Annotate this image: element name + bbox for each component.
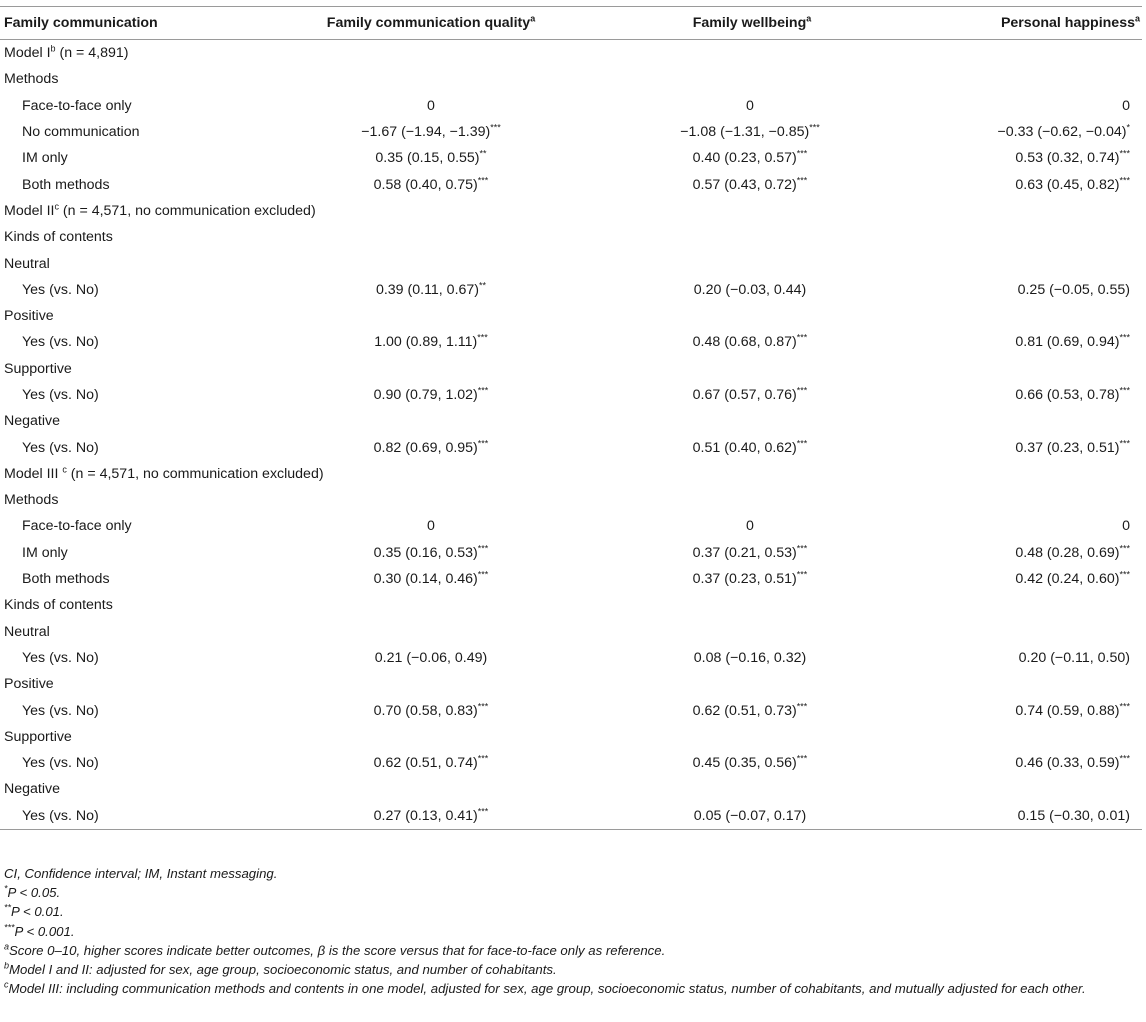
estimate-value: 0 <box>1122 97 1130 114</box>
group-heading: Kinds of contents <box>4 229 113 246</box>
cell-communication-quality <box>278 119 584 145</box>
cell-family-wellbeing <box>584 277 920 303</box>
estimate-value: 0.90 (0.79, 1.02) <box>373 387 478 403</box>
table-row <box>0 750 1142 776</box>
header-row <box>0 7 1142 40</box>
significance-mark: *** <box>1119 385 1130 396</box>
estimate-value: 0.35 (0.16, 0.53) <box>373 544 478 561</box>
table-row <box>0 93 1142 119</box>
significance-mark: *** <box>796 174 808 185</box>
cell-family-wellbeing <box>584 382 920 408</box>
estimate-value: 0.51 (0.40, 0.62) <box>692 439 797 456</box>
significance-mark: *** <box>477 332 488 343</box>
row-label: Both methods <box>22 571 110 588</box>
row-label: Face-to-face only <box>22 97 132 114</box>
footnote <box>4 960 1140 979</box>
group-heading-row <box>0 487 1142 513</box>
cell-personal-happiness <box>920 434 1142 460</box>
footnote <box>4 864 1140 883</box>
group-heading-row <box>0 619 1142 645</box>
estimate-value: 0.21 (−0.06, 0.49) <box>374 649 488 666</box>
group-heading: Positive <box>4 676 54 693</box>
estimate-value: 0.46 (0.33, 0.59) <box>1015 755 1120 772</box>
row-label: Both methods <box>22 176 110 193</box>
row-label: IM only <box>22 544 68 561</box>
group-heading-row <box>0 66 1142 92</box>
estimate-value: −1.08 (−1.31, −0.85) <box>680 124 810 141</box>
group-heading: Kinds of contents <box>4 597 113 614</box>
estimate-value: 0.37 (0.23, 0.51) <box>1015 439 1120 456</box>
table-row <box>0 145 1142 171</box>
cell-communication-quality <box>278 566 584 592</box>
table-body <box>0 40 1142 830</box>
estimate-value: 0 <box>427 97 435 114</box>
cell-personal-happiness <box>920 697 1142 723</box>
significance-mark: *** <box>809 122 820 133</box>
group-heading: Positive <box>4 308 54 325</box>
footnote-text: Model I and II: adjusted for sex, age group, socioeconomic status, and number of cohabitants. <box>9 962 557 978</box>
estimate-value: 0 <box>1122 518 1130 535</box>
footnote-text: CI, Confidence interval; IM, Instant messaging. <box>4 866 278 881</box>
estimate-value: 0.62 (0.51, 0.73) <box>692 702 797 719</box>
model-heading <box>0 198 1142 224</box>
cell-personal-happiness <box>920 513 1142 539</box>
model-footnote-mark: c <box>62 464 67 475</box>
table-row <box>0 434 1142 460</box>
table-row <box>0 382 1142 408</box>
table-row <box>0 329 1142 355</box>
significance-mark: *** <box>477 753 489 764</box>
table-footnotes <box>4 864 1140 998</box>
significance-mark: *** <box>1119 437 1130 448</box>
cell-communication-quality <box>278 434 584 460</box>
model-heading-row <box>0 40 1142 67</box>
significance-mark: *** <box>796 148 808 159</box>
row-label: No communication <box>22 124 140 141</box>
group-heading-row <box>0 250 1142 276</box>
estimate-value: 0.27 (0.13, 0.41) <box>373 807 478 824</box>
estimate-value: 1.00 (0.89, 1.11) <box>374 334 478 351</box>
significance-mark: *** <box>490 122 501 133</box>
model-heading <box>0 461 1142 487</box>
estimate-value: 0.67 (0.57, 0.76) <box>692 387 797 403</box>
results-table <box>0 6 1142 830</box>
model-sample: (n = 4,571, no communication excluded) <box>58 202 316 219</box>
cell-personal-happiness <box>920 329 1142 355</box>
cell-communication-quality <box>278 145 584 171</box>
cell-personal-happiness <box>920 119 1142 145</box>
group-heading: Methods <box>4 71 59 88</box>
estimate-value: 0.70 (0.58, 0.83) <box>373 702 478 719</box>
estimate-value: 0.58 (0.40, 0.75) <box>373 176 478 193</box>
model-sample: (n = 4,571, no communication excluded) <box>66 465 324 482</box>
cell-communication-quality <box>278 645 584 671</box>
table-row <box>0 540 1142 566</box>
cell-personal-happiness <box>920 382 1142 408</box>
cell-communication-quality <box>278 382 584 408</box>
significance-mark: *** <box>796 385 808 396</box>
estimate-value: 0.63 (0.45, 0.82) <box>1015 176 1120 193</box>
model-label: Model III <box>4 465 63 482</box>
significance-mark: *** <box>796 753 808 764</box>
cell-communication-quality <box>278 277 584 303</box>
footnote-text: P < 0.001. <box>14 923 75 939</box>
estimate-value: 0 <box>746 97 754 114</box>
cell-family-wellbeing <box>584 513 920 539</box>
cell-communication-quality <box>278 93 584 119</box>
cell-communication-quality <box>278 803 584 830</box>
footnote <box>4 883 1140 902</box>
table-row <box>0 645 1142 671</box>
model-footnote-mark: b <box>50 43 56 54</box>
cell-family-wellbeing <box>584 566 920 592</box>
estimate-value: 0.66 (0.53, 0.78) <box>1015 387 1120 403</box>
table-row <box>0 697 1142 723</box>
header-family-wellbeing: Family wellbeing$^a$ <box>584 7 920 40</box>
group-heading: Negative <box>4 781 60 798</box>
cell-family-wellbeing <box>584 697 920 723</box>
estimate-value: 0.05 (−0.07, 0.17) <box>693 807 807 824</box>
cell-communication-quality <box>278 750 584 776</box>
group-heading-row <box>0 303 1142 329</box>
estimate-value: 0.15 (−0.30, 0.01) <box>1017 807 1130 824</box>
significance-mark: *** <box>796 332 808 343</box>
significance-mark: *** <box>477 174 489 185</box>
group-heading-row <box>0 356 1142 382</box>
significance-mark: *** <box>1119 543 1130 554</box>
estimate-value: 0.48 (0.28, 0.69) <box>1015 544 1120 561</box>
significance-mark: *** <box>477 437 489 448</box>
table-row <box>0 119 1142 145</box>
estimate-value: 0.40 (0.23, 0.57) <box>692 150 797 167</box>
cell-family-wellbeing <box>584 119 920 145</box>
estimate-value: 0.37 (0.21, 0.53) <box>692 544 797 561</box>
cell-family-wellbeing <box>584 329 920 355</box>
estimate-value: 0.08 (−0.16, 0.32) <box>693 649 807 666</box>
significance-mark: *** <box>477 385 489 396</box>
cell-communication-quality <box>278 697 584 723</box>
table-row <box>0 513 1142 539</box>
cell-personal-happiness <box>920 540 1142 566</box>
row-label: Face-to-face only <box>22 518 132 535</box>
cell-personal-happiness <box>920 803 1142 830</box>
header-personal-happiness: Personal happiness$^a$ <box>920 7 1142 40</box>
header-family-communication: Family communication <box>0 7 278 40</box>
group-heading: Supportive <box>4 728 72 745</box>
cell-personal-happiness <box>920 277 1142 303</box>
estimate-value: 0.42 (0.24, 0.60) <box>1015 571 1120 588</box>
footnote-mark: c <box>4 979 9 990</box>
significance-mark: *** <box>477 806 489 817</box>
cell-communication-quality <box>278 513 584 539</box>
significance-mark: *** <box>477 569 489 580</box>
cell-family-wellbeing <box>584 540 920 566</box>
significance-mark: *** <box>796 700 808 711</box>
significance-mark: *** <box>796 543 808 554</box>
group-heading-row <box>0 224 1142 250</box>
model-heading <box>0 40 1142 67</box>
cell-communication-quality <box>278 329 584 355</box>
cell-family-wellbeing <box>584 645 920 671</box>
estimate-value: 0.74 (0.59, 0.88) <box>1015 702 1120 719</box>
model-heading-row <box>0 198 1142 224</box>
footnote-text: P < 0.05. <box>7 885 61 901</box>
estimate-value: −0.33 (−0.62, −0.04) <box>997 124 1127 141</box>
significance-mark: *** <box>477 543 489 554</box>
model-footnote-mark: c <box>54 201 59 212</box>
table-row <box>0 803 1142 830</box>
table-row <box>0 277 1142 303</box>
header-communication-quality: Family communication quality$^a$ <box>278 7 584 40</box>
significance-mark: ** <box>479 280 487 291</box>
footnote-mark: b <box>4 960 10 971</box>
row-label: Yes (vs. No) <box>22 281 99 298</box>
estimate-value: 0.35 (0.15, 0.55) <box>375 150 480 167</box>
cell-personal-happiness <box>920 171 1142 197</box>
cell-communication-quality <box>278 171 584 197</box>
group-heading-row <box>0 592 1142 618</box>
cell-family-wellbeing <box>584 750 920 776</box>
footnote-mark: ** <box>4 903 12 914</box>
estimate-value: 0.45 (0.35, 0.56) <box>692 755 797 772</box>
cell-personal-happiness <box>920 145 1142 171</box>
cell-family-wellbeing <box>584 434 920 460</box>
row-label: Yes (vs. No) <box>22 755 99 772</box>
significance-mark: *** <box>1119 753 1130 764</box>
estimate-value: 0.25 (−0.05, 0.55) <box>1017 281 1130 298</box>
estimate-value: 0.48 (0.68, 0.87) <box>692 334 797 351</box>
significance-mark: *** <box>1119 174 1130 185</box>
row-label: Yes (vs. No) <box>22 334 99 351</box>
group-heading-row <box>0 724 1142 750</box>
footnote-mark: a <box>4 941 10 952</box>
group-heading-row <box>0 776 1142 802</box>
estimate-value: 0.62 (0.51, 0.74) <box>373 755 478 772</box>
group-heading: Negative <box>4 413 60 430</box>
group-heading: Methods <box>4 492 59 509</box>
footnote <box>4 979 1140 998</box>
significance-mark: *** <box>796 437 808 448</box>
significance-mark: *** <box>1119 148 1130 159</box>
footnote <box>4 941 1140 960</box>
row-label: Yes (vs. No) <box>22 387 99 403</box>
significance-mark: *** <box>477 700 489 711</box>
model-label: Model I <box>4 45 51 62</box>
significance-mark: *** <box>1119 569 1130 580</box>
estimate-value: 0.20 (−0.11, 0.50) <box>1018 649 1130 666</box>
group-heading-row <box>0 408 1142 434</box>
table-row <box>0 566 1142 592</box>
cell-personal-happiness <box>920 566 1142 592</box>
cell-family-wellbeing <box>584 171 920 197</box>
estimate-value: 0.53 (0.32, 0.74) <box>1015 150 1120 167</box>
estimate-value: 0.37 (0.23, 0.51) <box>692 571 797 588</box>
footnote-text: Model III: including communication methods and contents in one model, adjusted for sex, age group, socioeconomic status, number of cohabitants, and mutually adjusted for each other. <box>8 981 1086 997</box>
significance-mark: * <box>1126 122 1130 133</box>
group-heading: Supportive <box>4 360 72 377</box>
footnote-mark: * <box>4 883 8 894</box>
significance-mark: *** <box>1119 700 1130 711</box>
model-heading-row <box>0 461 1142 487</box>
row-label: Yes (vs. No) <box>22 439 99 456</box>
row-label: Yes (vs. No) <box>22 649 99 666</box>
footnote-text: Score 0–10, higher scores indicate better outcomes, β is the score versus that for face-to-face only as reference. <box>9 942 666 958</box>
estimate-value: 0 <box>746 518 754 535</box>
row-label: IM only <box>22 150 68 167</box>
estimate-value: 0 <box>427 518 435 535</box>
estimate-value: −1.67 (−1.94, −1.39) <box>361 124 491 141</box>
footnote-mark: *** <box>4 922 15 933</box>
cell-personal-happiness <box>920 750 1142 776</box>
footnote-text: P < 0.01. <box>11 904 64 920</box>
cell-family-wellbeing <box>584 145 920 171</box>
model-label: Model II <box>4 202 55 219</box>
group-heading: Neutral <box>4 623 50 640</box>
estimate-value: 0.57 (0.43, 0.72) <box>692 176 797 193</box>
significance-mark: ** <box>479 148 487 159</box>
significance-mark: *** <box>1119 332 1130 343</box>
row-label: Yes (vs. No) <box>22 702 99 719</box>
group-heading: Neutral <box>4 255 50 272</box>
estimate-value: 0.39 (0.11, 0.67) <box>375 281 480 298</box>
estimate-value: 0.30 (0.14, 0.46) <box>373 571 478 588</box>
model-sample: (n = 4,891) <box>55 45 129 62</box>
estimate-value: 0.82 (0.69, 0.95) <box>373 439 478 456</box>
row-label: Yes (vs. No) <box>0 803 278 830</box>
estimate-value: 0.20 (−0.03, 0.44) <box>693 281 807 298</box>
footnote <box>4 922 1140 941</box>
group-heading-row <box>0 671 1142 697</box>
cell-family-wellbeing <box>584 803 920 830</box>
table-row <box>0 171 1142 197</box>
footnote <box>4 902 1140 921</box>
cell-personal-happiness <box>920 93 1142 119</box>
cell-communication-quality <box>278 540 584 566</box>
significance-mark: *** <box>796 569 808 580</box>
cell-family-wellbeing <box>584 93 920 119</box>
cell-personal-happiness <box>920 645 1142 671</box>
estimate-value: 0.81 (0.69, 0.94) <box>1015 334 1120 351</box>
